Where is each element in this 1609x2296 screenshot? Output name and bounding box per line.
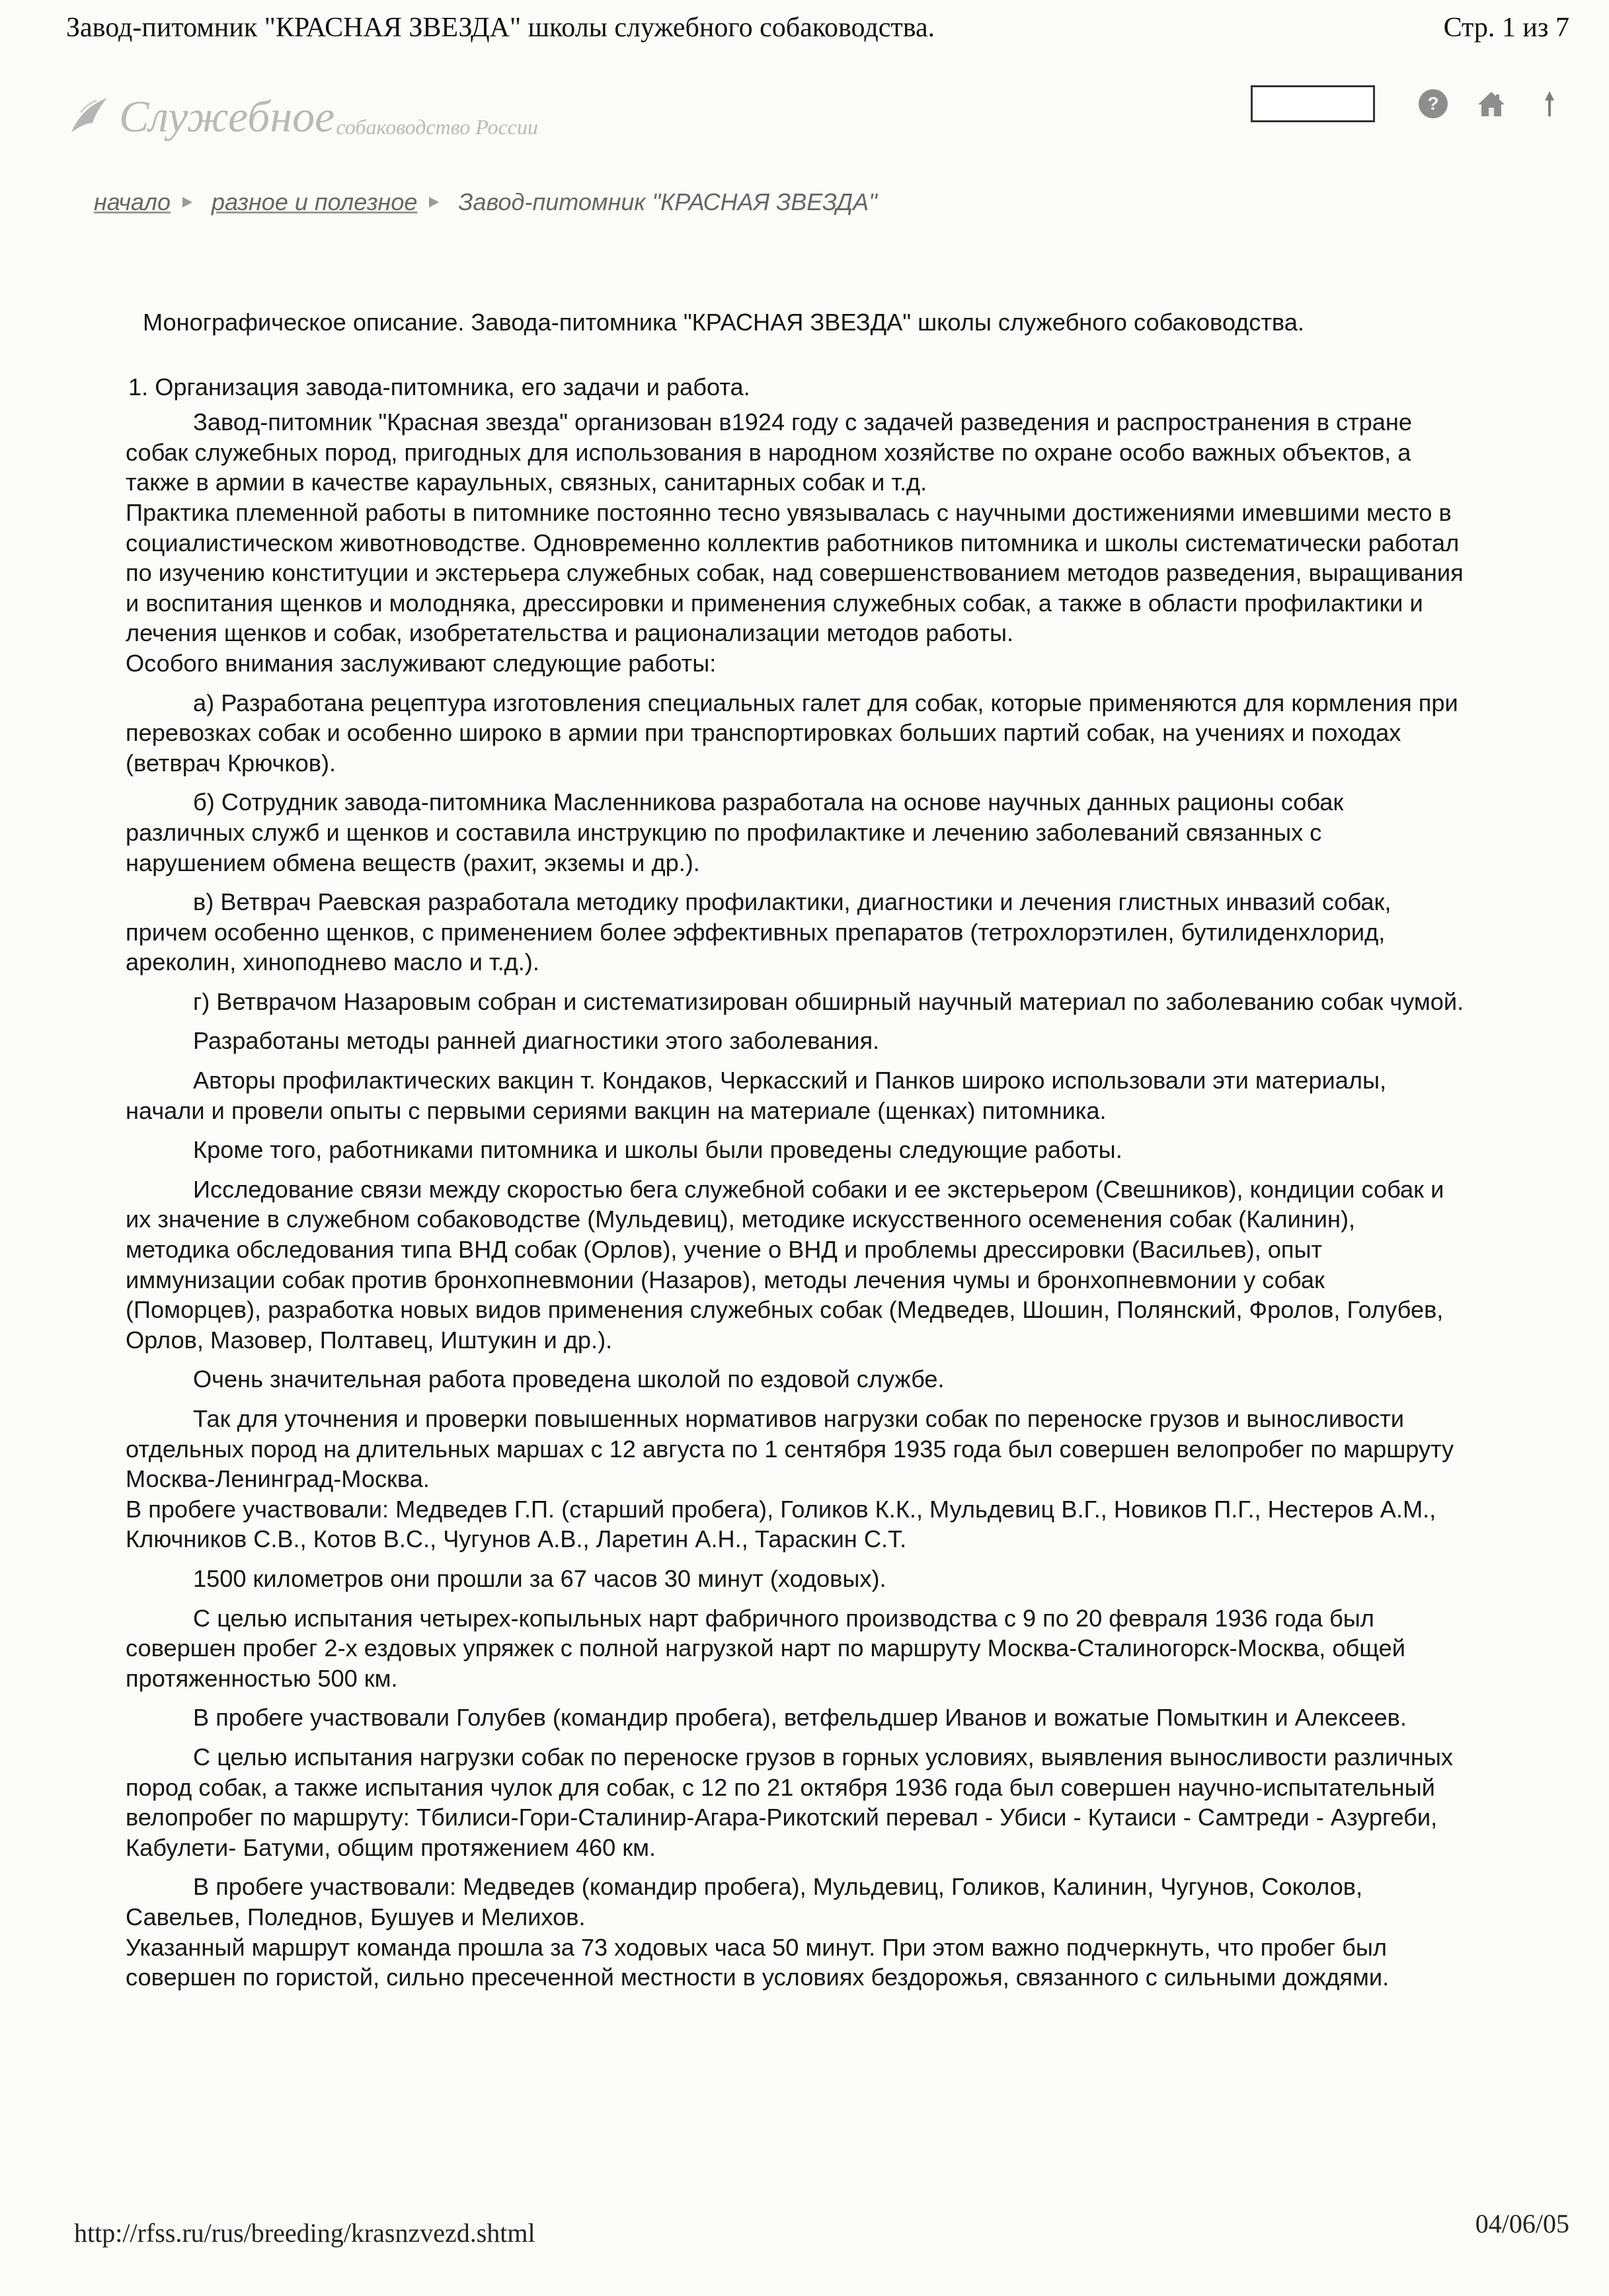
- section-heading: 1. Организация завода-питомника, его задачи и работа.: [128, 373, 750, 401]
- print-title: Завод-питомник "КРАСНАЯ ЗВЕЗДА" школы служебного собаководства.: [66, 13, 935, 43]
- paragraph: Очень значительная работа проведена школой по ездовой службе.: [193, 1365, 945, 1393]
- chevron-right-icon: [180, 195, 194, 210]
- paragraph: С целью испытания четырех-копыльных нарт фабричного производства с 9 по 20 февраля 1936 года был совершен пробег 2-х ездовых упряжек с полной нагрузкой нарт по маршруту Москва-Сталиногорск-Москва, общей протяженностью 500 км.: [126, 1604, 1405, 1692]
- logo-title: Служебное: [119, 91, 335, 141]
- search-input[interactable]: [1251, 85, 1375, 122]
- logo-subtitle: собаководство России: [336, 115, 538, 139]
- paragraph: 1500 километров они прошли за 67 часов 30 минут (ходовых).: [193, 1564, 886, 1592]
- print-header: [66, 7, 1569, 53]
- article-body: [126, 307, 1464, 1993]
- breadcrumb-home[interactable]: начало: [94, 188, 171, 215]
- breadcrumb-misc[interactable]: разное и полезное: [212, 188, 418, 215]
- svg-text:?: ?: [1427, 93, 1439, 114]
- print-footer: [74, 2209, 1569, 2257]
- site-tools: [1251, 81, 1569, 127]
- paragraph: В пробеге участвовали Голубев (командир пробега), ветфельдшер Иванов и вожатые Помыткин и Алексеев.: [193, 1704, 1407, 1732]
- paragraph: Завод-питомник "Красная звезда" организован в1924 году с задачей разведения и распространения в стране собак служебных пород, пригодных для использования в народном хозяйстве по охране особо важных объектов, а также в армии в качестве караульных, связных, санитарных собак и т.д.: [126, 408, 1413, 496]
- paragraph: Особого внимания заслуживают следующие работы:: [126, 649, 717, 677]
- print-date: 04/06/05: [1475, 2209, 1569, 2239]
- paw-logo-icon: [66, 93, 112, 139]
- help-icon[interactable]: [1413, 84, 1453, 124]
- breadcrumb-current: Завод-питомник "КРАСНАЯ ЗВЕЗДА": [458, 188, 877, 215]
- up-icon[interactable]: [1530, 84, 1569, 124]
- paragraph: Так для уточнения и проверки повышенных нормативов нагрузки собак по переноске грузов и выносливости отдельных пород на длительных маршах с 12 августа по 1 сентября 1935 года был совершен велопробег по маршруту Москва-Ленинград-Москва.: [126, 1405, 1454, 1493]
- home-icon[interactable]: [1472, 84, 1511, 124]
- paragraph: С целью испытания нагрузки собак по переноске грузов в горных условиях, выявления выносливости различных пород собак, а также испытания чулок для собак, с 12 по 21 октября 1936 года был совершен научно-испытательный велопробег по маршруту: Тбилиси-Гори-Сталинир-Агара-Рикотский перевал - Убиси - Кутаиси - Самтреди - Азургеби, Кабулети- Батуми, общим протяжением 460 км.: [126, 1743, 1453, 1861]
- site-header: [66, 73, 1569, 145]
- paragraph: Авторы профилактических вакцин т. Кондаков, Черкасский и Панков широко использовали эти материалы, начали и провели опыты с первыми сериями вакцин на материале (щенках) питомника.: [126, 1067, 1387, 1124]
- page-url: http://rfss.ru/rus/breeding/krasnzvezd.shtml: [74, 2218, 535, 2248]
- paragraph: в) Ветврач Раевская разработала методику профилактики, диагностики и лечения глистных инвазий собак, причем особенно щенков, с применением более эффективных препаратов (тетрохлорэтилен, бутилиденхлорид, ареколин, хиноподнево масло и т.д.).: [126, 888, 1392, 976]
- chevron-right-icon: [426, 195, 441, 210]
- site-logo[interactable]: [66, 79, 538, 139]
- paragraph: г) Ветврачом Назаровым собран и систематизирован обширный научный материал по заболеванию собак чумой.: [193, 987, 1464, 1015]
- paragraph: а) Разработана рецептура изготовления специальных галет для собак, которые применяются для кормления при перевозках собак и особенно широко в армии при транспортировках больших партий собак, на учениях и походах (ветврач Крючков).: [126, 689, 1458, 777]
- page-counter: Стр. 1 из 7: [1443, 13, 1569, 43]
- article-title: Монографическое описание. Завода-питомника "КРАСНАЯ ЗВЕЗДА" школы служебного собаководства.: [143, 309, 1304, 336]
- paragraph: Практика племенной работы в питомнике постоянно тесно увязывалась с научными достижениями имевшими место в социалистическом животноводстве. Одновременно коллектив работников питомника и школы систематически работал по изучению конституции и экстерьера служебных собак, над совершенствованием методов разведения, выращивания и воспитания щенков и молодняка, дрессировки и применения служебных собак, а также в области профилактики и лечения щенков и собак, изобретательства и рационализации методов работы.: [126, 498, 1464, 647]
- paragraph: Указанный маршрут команда прошла за 73 ходовых часа 50 минут. При этом важно подчеркнуть, что пробег был совершен по гористой, сильно пресеченной местности в условиях бездорожья, связанного с сильными дождями.: [126, 1933, 1390, 1991]
- paragraph: Кроме того, работниками питомника и школы были проведены следующие работы.: [193, 1136, 1122, 1164]
- breadcrumb: [94, 188, 877, 216]
- paragraph: б) Сотрудник завода-питомника Масленникова разработала на основе научных данных рационы собак различных служб и щенков и составила инструкцию по профилактике и лечению заболеваний связанных с нарушением обмена веществ (рахит, экземы и др.).: [126, 788, 1344, 876]
- paragraph: Исследование связи между скоростью бега служебной собаки и ее экстерьером (Свешников), кондиции собак и их значение в служебном собаководстве (Мульдевиц), методике искусственного осеменения собак (Калинин), методика обследования типа ВНД собак (Орлов), учение о ВНД и проблемы дрессировки (Васильев), опыт иммунизации собак против бронхопневмонии (Назаров), методы лечения чумы и бронхопневмонии у собак (Поморцев), разработка новых видов применения служебных собак (Медведев, Шошин, Полянский, Фролов, Голубев, Орлов, Мазовер, Полтавец, Иштукин и др.).: [126, 1175, 1444, 1354]
- paragraph: В пробеге участвовали: Медведев Г.П. (старший пробега), Голиков К.К., Мульдевиц В.Г., Новиков П.Г., Нестеров А.М., Ключников С.В., Котов В.С., Чугунов А.В., Ларетин А.Н., Тараскин С.Т.: [126, 1495, 1436, 1553]
- paragraph: В пробеге участвовали: Медведев (командир пробега), Мульдевиц, Голиков, Калинин, Чугунов, Соколов, Савельев, Поледнов, Бушуев и Мелихов.: [126, 1873, 1363, 1931]
- paragraph: Разработаны методы ранней диагностики этого заболевания.: [193, 1027, 880, 1055]
